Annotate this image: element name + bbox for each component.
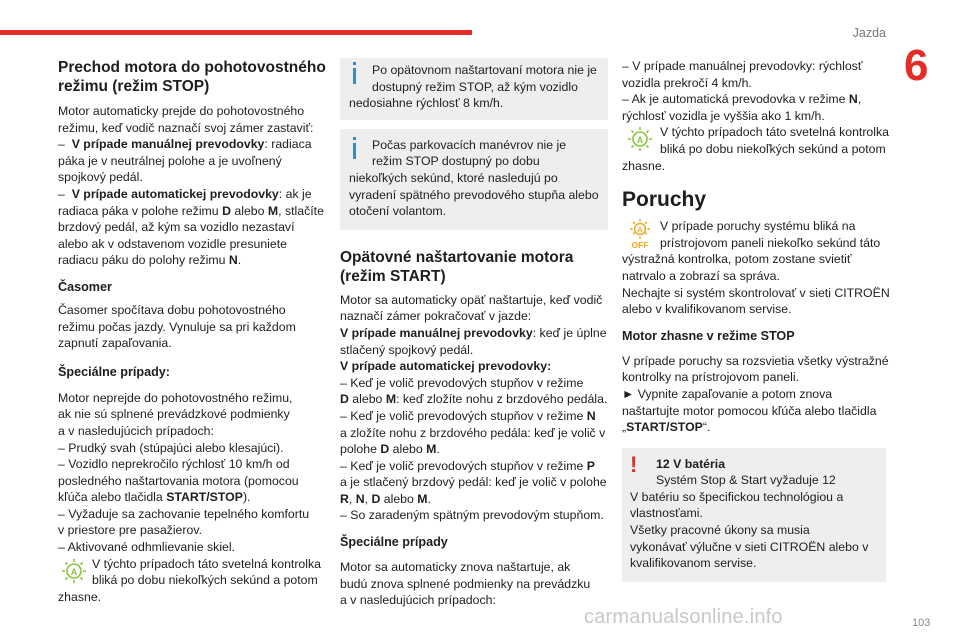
off-label: OFF [631,240,649,251]
start-text: Motor sa automaticky opäť naštartuje, keď vodič naznačí zámer pokračovať v jazde: V prípade manuálnej prevodovky: keď je úplne stlačený spojkový pedál. V prípade automatickej prevodovky: – Keď je volič prevodových stupňov v režime D alebo M: keď zložíte nohu z brzdového pedála. – Keď je volič prevodových stupňov v režime N a zložíte nohu z brzdového pedála: keď je volič v polohe D alebo M. – Keď je volič prevodových stupňov v režime P a je stlačený brzdový pedál: keď je volič v polohe R, N, D alebo M. – So zaradeným spätným prevodovým stupňom. [340,292,608,523]
info-icon [353,68,356,84]
faults-heading: Poruchy [622,188,707,212]
battery-warning-box: ! 12 V batéria Systém Stop & Start vyžaduje 12 V batériu so špecifickou technológiou a vlastnosťami. Všetky pracovné úkony sa musia vykonávať výlučne v sieti CITROËN alebo v kvalifikovanom servise. [622,448,886,582]
timer-text: Časomer spočítava dobu pohotovostného režimu počas jazdy. Vynuluje sa pri každom zapnutí zapaľovania. [58,302,296,351]
page-number: 103 [912,617,931,629]
start-conditions: – V prípade manuálnej prevodovky: rýchlosť vozidla prekročí 4 km/h. – Ak je automatická prevodovka v režime N, rýchlosť vozidla je vyššia ako 1 km/h. [622,59,863,123]
warning-exclamation-icon: ! [630,451,638,477]
svg-text:A: A [70,566,78,577]
chapter-number: 6 [904,41,929,90]
stall-heading: Motor zhasne v režime STOP [622,328,795,343]
info-box-1: Po opätovnom naštartovaní motora nie je dostupný režim STOP, až kým vozidlo nedosiahne rýchlosť 8 km/h. [340,58,608,120]
section-title-start: Opätovné naštartovanie motora (režim START) [340,248,574,285]
info-icon-dot [353,137,356,140]
special-cases-heading: Špeciálne prípady: [58,364,170,379]
stop-start-indicator-icon [60,557,88,585]
special-cases-heading-2: Špeciálne prípady [340,535,448,550]
info-icon [353,143,356,159]
indicator-note-2: A V týchto prípadoch táto svetelná kontrolka bliká po dobu niekoľkých sekúnd a potom [622,124,890,157]
timer-heading: Časomer [58,279,112,294]
column-1 [58,58,326,605]
svg-text:A: A [636,135,644,146]
fault-note: A OFF V prípade poruchy systému bliká na prístrojovom paneli niekoľko sekúnd táto [622,218,890,251]
column-3 [622,58,890,582]
special-cases-text: Motor neprejde do pohotovostného režimu, ak nie sú splnené prevádzkové podmienky a v nasledujúcich prípadoch: – Prudký svah (stúpajúci alebo klesajúci). – Vozidlo neprekročilo rýchlosť 10 km/h od posledného naštartovania motora (pomocou kľúča alebo tlačidla START/STOP). – Vyžaduje sa zachovanie tepelného komfortu v priestore pre pasažierov. – Aktivované odhmlievanie skiel. [58,390,310,555]
column-2 [340,58,608,609]
stop-intro: Motor automaticky prejde do pohotovostného režimu, keď vodič naznačí svoj zámer zastaviť: – V prípade manuálnej prevodovky: radiaca páka je v neutrálnej polohe a je uvoľnený spojkový pedál. – V prípade automatickej prevodovky: ak je radiaca páka v polohe režimu D alebo M, stlačíte brzdový pedál, až kým sa vozidlo nezastaví alebo ak v odstavenom vozidle presuniete radiacu páku do polohy režimu N. [58,104,324,268]
special-cases-text-2: Motor sa automaticky znova naštartuje, ak budú znova splnené podmienky na prevádzku a v nasledujúcich prípadoch: [340,560,591,608]
indicator-note-1-end: zhasne. [58,589,102,604]
top-accent-bar [0,30,472,35]
watermark: carmanualsonline.info [584,606,783,628]
indicator-note-2-end: zhasne. [622,158,666,173]
svg-text:A: A [637,225,643,235]
stall-text: V prípade poruchy sa rozsvietia všetky výstražné kontrolky na prístrojovom paneli. ► Vypnite zapaľovanie a potom znova naštartujte motor pomocou kľúča alebo tlačidla „START/STOP“. [622,353,889,435]
stop-start-off-warning-icon [624,218,656,250]
info-box-2: Počas parkovacích manévrov nie je režim STOP dostupný po dobu niekoľkých sekúnd, ktoré nasledujú po vyradení spätného prevodového stupňa alebo otočení volantom. [340,129,608,230]
fault-text: výstražná kontrolka, potom zostane svietiť natrvalo a zobrazí sa správa. Nechajte si systém skontrolovať v sieti CITROËN alebo v kvalifikovanom servise. [622,252,890,317]
stop-start-indicator-icon [626,125,654,153]
section-header: Jazda [852,26,886,40]
section-title-stop: Prechod motora do pohotovostného režimu (režim STOP) [58,59,326,95]
indicator-note-1: A V týchto prípadoch táto svetelná kontrolka bliká po dobu niekoľkých sekúnd a potom [58,556,326,589]
info-icon-dot [353,62,356,65]
